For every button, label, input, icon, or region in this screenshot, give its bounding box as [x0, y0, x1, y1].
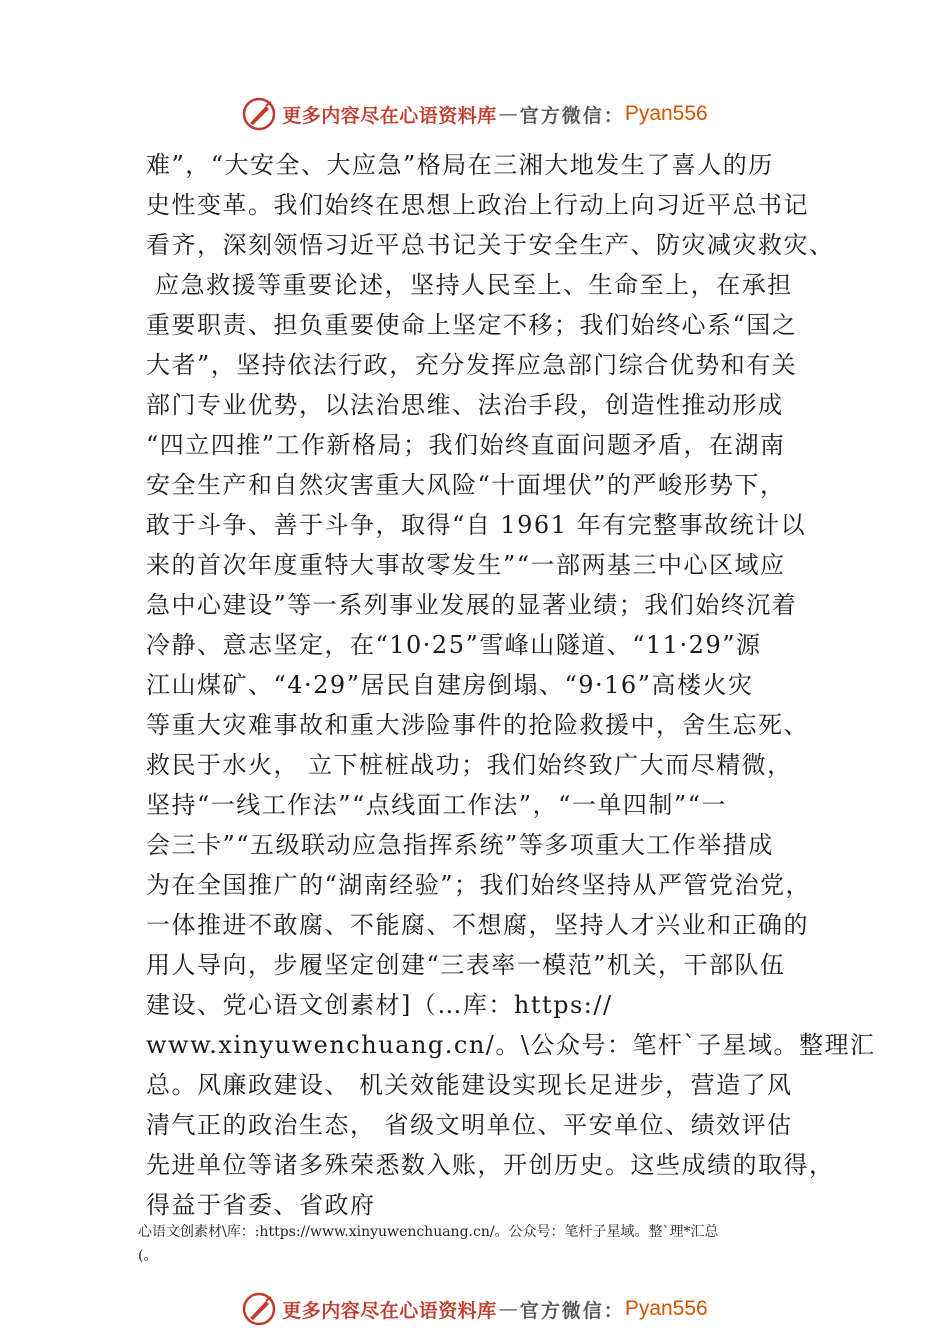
body-line: 用人导向，步履坚定创建“三表率一模范”机关，干部队伍	[146, 951, 786, 979]
banner-wechat-label: 官方微信：	[519, 1299, 625, 1322]
footnote	[138, 1220, 848, 1268]
body-line: 一体推进不敢腐、不能腐、不想腐，坚持人才兴业和正确的	[146, 911, 809, 939]
banner-separator: —	[498, 1298, 518, 1320]
body-line: “四立四推”工作新格局；我们始终直面问题矛盾，在湖南	[146, 431, 786, 459]
body-line: 大者”，坚持依法行政，充分发挥应急部门综合优势和有关	[146, 351, 798, 379]
body-line: 冷静、意志坚定，在“10·25”雪峰山隧道、“11·29”源	[146, 631, 762, 659]
footnote-line: 心语文创素材\库：:https://www.xinyuwenchuang.cn/。公众号：笔杆子星域。整`理*汇总	[138, 1224, 719, 1240]
banner-wechat-label: 官方微信：	[519, 104, 625, 127]
body-line: 安全生产和自然灾害重大风险“十面埋伏”的严峻形势下，	[146, 471, 786, 499]
body-line: 应急救援等重要论述，坚持人民至上、生命至上，在承担	[146, 271, 793, 299]
body-line: 坚持“一线工作法”“点线面工作法”，“一单四制”“一	[146, 791, 727, 819]
quill-logo-icon	[242, 1292, 276, 1326]
body-line: 为在全国推广的“湖南经验”；我们始终坚持从严管党治党，	[146, 871, 812, 899]
body-line: 救民于水火， 立下桩桩战功；我们始终致广大而尽精微，	[146, 751, 793, 779]
body-line: 会三卡”“五级联动应急指挥系统”等多项重大工作举措成	[146, 831, 774, 859]
footnote-line: (。	[138, 1248, 158, 1264]
banner-brand: 更多内容尽在心语资料库	[282, 1299, 497, 1322]
banner-wechat-id: Pyan556	[624, 102, 708, 125]
body-line: 来的首次年度重特大事故零发生”“一部两基三中心区域应	[146, 551, 786, 579]
body-line: 看齐，深刻领悟习近平总书记关于安全生产、防灾减灾救灾、	[146, 231, 835, 259]
body-line: 急中心建设”等一系列事业发展的显著业绩；我们始终沉着	[146, 591, 798, 619]
body-line: 总。风廉政建设、 机关效能建设实现长足进步，营造了风	[146, 1071, 793, 1099]
body-line: www.xinyuwenchuang.cn/。\公众号：笔杆`子星域。整理汇	[146, 1031, 876, 1059]
banner-brand: 更多内容尽在心语资料库	[282, 104, 497, 127]
footer-banner	[0, 1289, 950, 1329]
body-line: 重要职责、担负重要使命上坚定不移；我们始终心系“国之	[146, 311, 798, 339]
body-line: 部门专业优势，以法治思维、法治手段，创造性推动形成	[146, 391, 784, 419]
body-line: 先进单位等诸多殊荣悉数入账，开创历史。这些成绩的取得，	[146, 1151, 835, 1179]
banner-wechat-id: Pyan556	[624, 1297, 708, 1320]
body-line: 史性变革。我们始终在思想上政治上行动上向习近平总书记	[146, 191, 809, 219]
banner-separator: —	[498, 103, 518, 125]
quill-logo-icon	[242, 97, 276, 131]
body-line: 等重大灾难事故和重大涉险事件的抢险救援中，舍生忘死、	[146, 711, 809, 739]
body-line: 江山煤矿、“4·29”居民自建房倒塌、“9·16”高楼火灾	[146, 671, 754, 699]
body-line: 得益于省委、省政府	[146, 1191, 376, 1219]
header-banner	[0, 94, 950, 134]
body-line: 敢于斗争、善于斗争，取得“自 1961 年有完整事故统计以	[146, 511, 807, 539]
body-line: 难”，“大安全、大应急”格局在三湘大地发生了喜人的历	[146, 151, 774, 179]
body-line: 清气正的政治生态， 省级文明单位、平安单位、绩效评估	[146, 1111, 793, 1139]
body-line: 建设、党心语文创素材]（…库：https://	[146, 991, 613, 1019]
